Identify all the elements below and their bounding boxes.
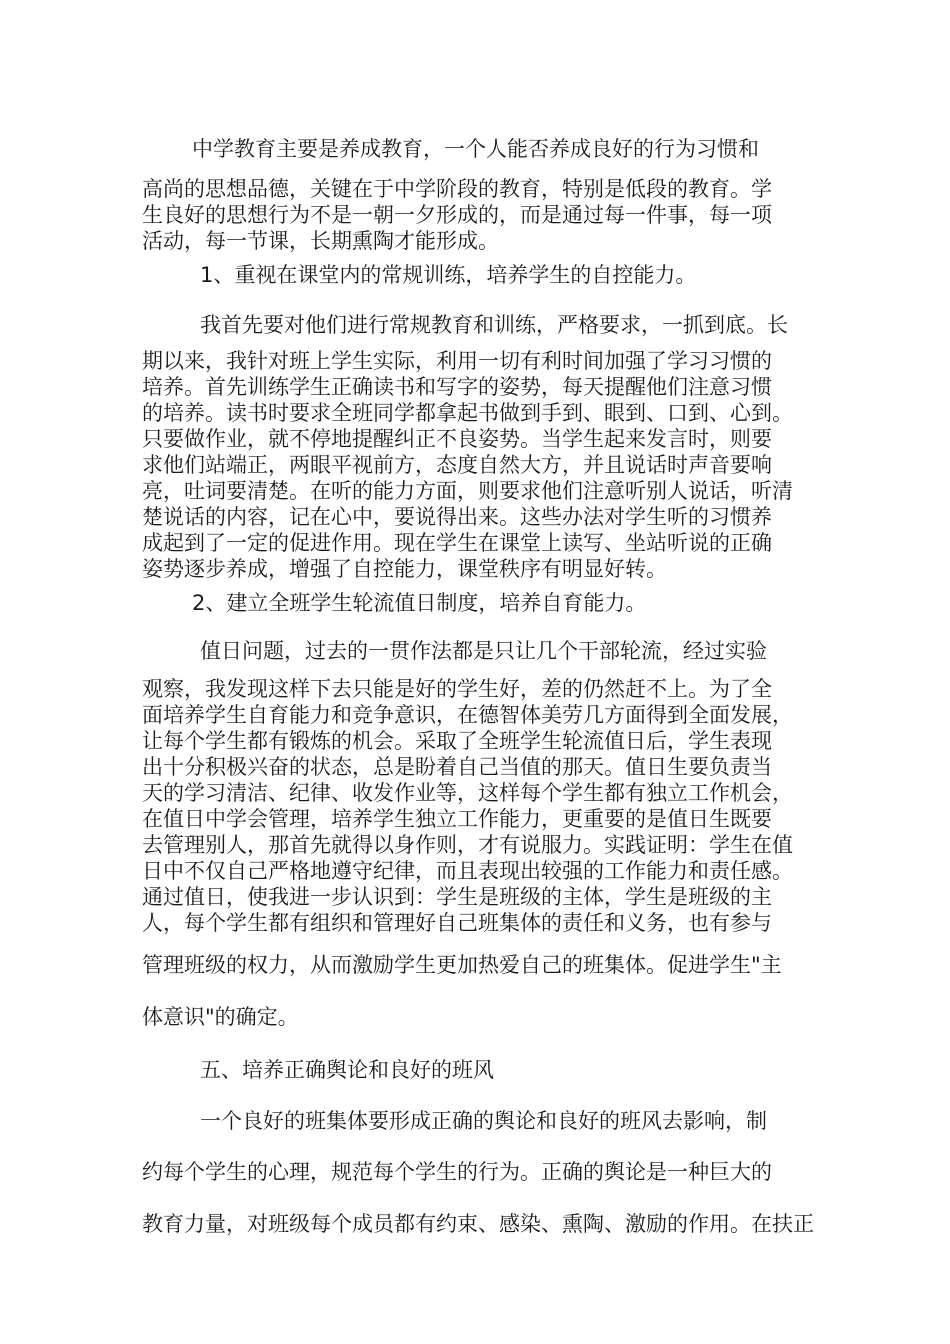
text-line: 体意识"的确定。 [142,1005,299,1029]
text-line: 中学教育主要是养成教育，一个人能否养成良好的行为习惯和 [192,137,759,161]
text-line: 去管理别人，那首先就得以身作则，才有说服力。实践证明：学生在值 [142,833,793,857]
text-line: 亮，吐词要清楚。在听的能力方面，则要求他们注意听别人说话，听清 [142,479,793,503]
text-line: 在值日中学会管理，培养学生独立工作能力，更重要的是值日生既要 [142,807,772,831]
text-line: 高尚的思想品德，关键在于中学阶段的教育，特别是低段的教育。学 [142,177,772,201]
text-line: 天的学习清洁、纪律、收发作业等，这样每个学生都有独立工作机会， [142,781,793,805]
text-line: 求他们站端正，两眼平视前方，态度自然大方，并且说话时声音要响 [142,453,772,477]
text-line: 面培养学生自育能力和竞争意识，在德智体美劳几方面得到全面发展， [142,703,793,727]
text-line: 成起到了一定的促进作用。现在学生在课堂上读写、坐站听说的正确 [142,531,772,555]
text-line: 观察，我发现这样下去只能是好的学生好，差的仍然赶不上。为了全 [142,677,772,701]
text-line: 活动，每一节课，长期熏陶才能形成。 [142,229,499,253]
text-line: 日中不仅自己严格地遵守纪律，而且表现出较强的工作能力和责任感。 [142,859,793,883]
text-line: 值日问题，过去的一贯作法都是只让几个干部轮流，经过实验 [200,639,767,663]
section-heading: 1、重视在课堂内的常规训练，培养学生的自控能力。 [200,263,697,287]
text-line: 人，每个学生都有组织和管理好自己班集体的责任和义务，也有参与 [142,911,772,935]
text-line: 生良好的思想行为不是一朝一夕形成的，而是通过每一件事，每一项 [142,203,772,227]
text-line: 姿势逐步养成，增强了自控能力，课堂秩序有明显好转。 [142,557,667,581]
text-line: 教育力量，对班级每个成员都有约束、感染、熏陶、激励的作用。在扶正 [142,1212,814,1236]
text-line: 通过值日，使我进一步认识到：学生是班级的主体，学生是班级的主 [142,885,772,909]
text-line: 楚说话的内容，记在心中，要说得出来。这些办法对学生听的习惯养 [142,505,772,529]
text-line: 只要做作业，就不停地提醒纠正不良姿势。当学生起来发言时，则要 [142,427,772,451]
text-line: 期以来，我针对班上学生实际，利用一切有利时间加强了学习习惯的 [142,349,772,373]
text-line: 一个良好的班集体要形成正确的舆论和良好的班风去影响，制 [200,1109,767,1133]
text-line: 约每个学生的心理，规范每个学生的行为。正确的舆论是一种巨大的 [142,1160,772,1184]
text-line: 我首先要对他们进行常规教育和训练，严格要求，一抓到底。长 [200,313,788,337]
text-line: 让每个学生都有锻炼的机会。采取了全班学生轮流值日后，学生表现 [142,729,772,753]
text-line: 的培养。读书时要求全班同学都拿起书做到手到、眼到、口到、心到。 [142,401,793,425]
text-line: 出十分积极兴奋的状态，总是盼着自己当值的那天。值日生要负责当 [142,755,772,779]
section-heading: 五、培养正确舆论和良好的班风 [200,1058,494,1082]
section-heading: 2、建立全班学生轮流值日制度，培养自育能力。 [192,591,647,615]
text-line: 管理班级的权力，从而激励学生更加热爱自己的班集体。促进学生"主 [142,953,782,977]
text-line: 培养。首先训练学生正确读书和写字的姿势，每天提醒他们注意习惯 [142,375,772,399]
